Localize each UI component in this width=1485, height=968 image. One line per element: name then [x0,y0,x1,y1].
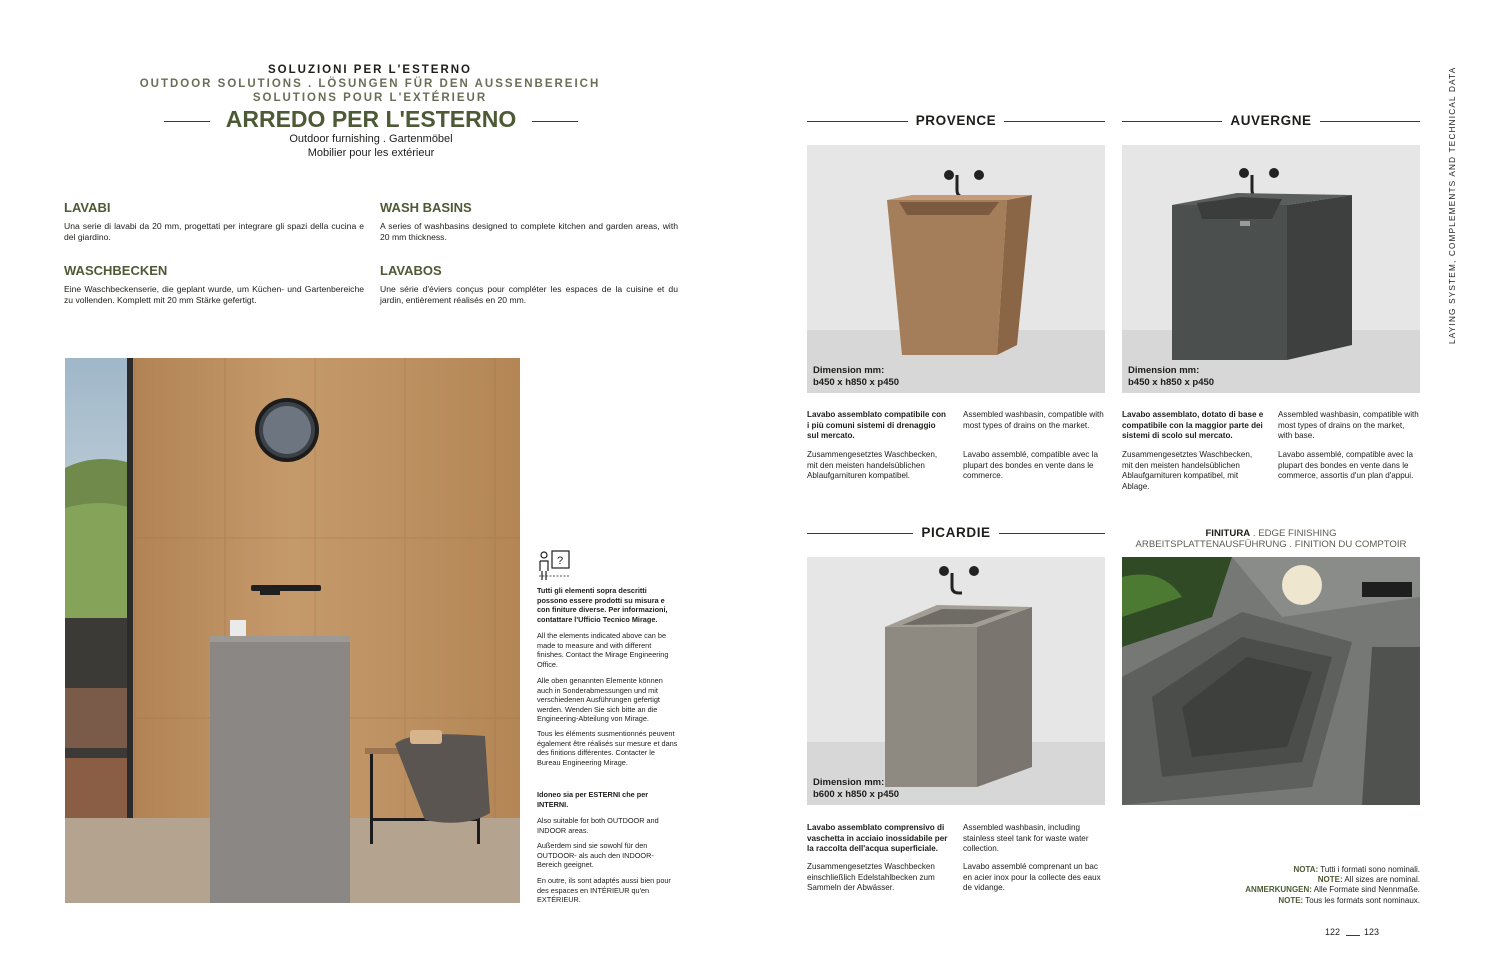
section-text-waschbecken: Eine Waschbeckenserie, die geplant wurde, um Küchen- und Gartenbereiche zu vollenden. Komplett mit 20 mm Stärke gefertigt. [64,284,364,305]
kicker-french: SOLUTIONS POUR L'EXTÉRIEUR [252,92,488,104]
note-french-label: NOTE: [1278,895,1304,905]
page-title: ARREDO PER L'ESTERNO [225,106,517,132]
kicker-italian: SOLUZIONI PER L'ESTERNO [268,64,472,76]
finishing-subtitle: ARBEITSPLATTENAUSFÜHRUNG . FINITION DU COMPTOIR [1135,539,1407,550]
note-italian-text: Tutti i formati sono nominali. [1318,865,1420,874]
provence-dimension-value: b450 x h850 x p450 [813,377,900,388]
note-english-text: All sizes are nominal. [1342,875,1420,885]
picardie-desc-italian: Lavabo assemblato comprensivo di vaschetta in acciaio inossidabile per la raccolta dell'acqua superficiale. [807,823,948,854]
note-italian-label: NOTA: [1293,865,1319,874]
provence-desc-french: Lavabo assemblé, compatible avec la plupart des bondes en vente dans le commerce. [963,450,1098,481]
kicker-english-german: OUTDOOR SOLUTIONS . LÖSUNGEN FÜR DEN AUSSENBEREICH [139,78,601,90]
auvergne-desc-english: Assembled washbasin, compatible with most types of drains on the market, with base. [1278,410,1419,441]
main-photo-washbasin-installation [65,358,520,903]
section-text-lavabos: Une série d'éviers conçus pour compléter les espaces de la cuisine et du jardin, entièrement réalisés en 20 mm. [380,284,678,305]
picardie-dimension-value: b600 x h850 x p450 [813,789,900,800]
suitability-text-german: Außerdem sind sie sowohl für den OUTDOOR- als auch den INDOOR-Bereich geeignet. [537,841,654,870]
note-english [1200,875,1420,885]
note-german-text: Alle Formate sind Nennmaße. [1311,885,1420,895]
picardie-desc-german: Zusammengesetztes Waschbecken einschließlich Edelstahlbecken zum Sammeln der Abwässer. [807,862,935,893]
main-photo-drawing [65,358,520,903]
side-section-label [1448,64,1460,344]
note-italian [1200,865,1420,875]
section-text-lavabi: Una serie di lavabi da 20 mm, progettati per integrare gli spazi della cucina e del giardino. [64,221,364,242]
auvergne-dimension-value: b450 x h850 x p450 [1128,377,1215,388]
page-number-left: 122 [1325,927,1341,937]
info-text-english: All the elements indicated above can be made to measure and with different finishes. Contact the Mirage Engineering Office. [537,631,669,669]
section-heading-lavabos: LAVABOS [380,263,442,278]
provence-photo [807,145,1105,393]
info-text-french: Tous les éléments susmentionnés peuvent également être réalisés sur mesure et dans des finitions différentes. Contacter le Bureau Engineering Mirage. [537,729,678,767]
picardie-desc-english: Assembled washbasin, including stainless steel tank for waste water collection. [963,823,1089,854]
suitability-text-french: En outre, ils sont adaptés aussi bien pour des espaces en INTÉRIEUR qu'en EXTÉRIEUR. [537,876,671,905]
auvergne-photo [1122,145,1420,393]
side-section-label-text: LAYING SYSTEM, COMPLEMENTS AND TECHNICAL DATA [1448,66,1457,344]
svg-text:?: ? [557,555,564,567]
provence-desc-german: Zusammengesetztes Waschbecken, mit den meisten handelsüblichen Ablaufgarnituren kompatibel. [807,450,938,481]
edge-finishing-photo [1122,557,1420,805]
suitability-text-english: Also suitable for both OUTDOOR and INDOOR areas. [537,816,659,835]
page-subtitle-2: Mobilier pour les extérieur [307,147,435,159]
picardie-heading: PICARDIE [913,525,998,540]
note-french-text: Tous les formats sont nominaux. [1303,895,1420,905]
title-rule-right [532,121,578,122]
provence-dimension-label: Dimension mm: [813,365,885,376]
finishing-title-rest: . EDGE FINISHING [1250,528,1337,539]
picardie-photo [807,557,1105,805]
note-german [1200,885,1420,895]
picardie-desc-french: Lavabo assemblé comprenant un bac en acier inox pour la collecte des eaux de vidange. [963,862,1101,893]
page-number-right: 123 [1364,927,1380,937]
finishing-title [1122,528,1420,539]
note-french [1200,896,1420,906]
picardie-heading-wrap [807,524,1105,542]
section-heading-wash-basins: WASH BASINS [380,200,472,215]
provence-heading-wrap [807,112,1105,130]
auvergne-desc-german: Zusammengesetztes Waschbecken, mit den meisten handelsüblichen Ablaufgarnituren kompatibel, mit Ablage. [1122,450,1253,491]
note-german-label: ANMERKUNGEN: [1245,885,1312,895]
picardie-dimension-label: Dimension mm: [813,777,885,788]
page-subtitle-1: Outdoor furnishing . Gartenmöbel [289,133,453,145]
auvergne-desc-french: Lavabo assemblé, compatible avec la plupart des bondes en vente dans le commerce, assortis d'un plan d'appui. [1278,450,1414,481]
suitability-text-italian: Idoneo sia per ESTERNI che per INTERNI. [537,790,649,809]
auvergne-heading-wrap [1122,112,1420,130]
auvergne-desc-italian: Lavabo assemblato, dotato di base e compatibile con la maggior parte dei sistemi di scolo sul mercato. [1122,410,1264,441]
section-heading-waschbecken: WASCHBECKEN [64,263,168,278]
section-heading-lavabi: LAVABI [64,200,111,215]
auvergne-heading: AUVERGNE [1222,113,1319,128]
measure-person-icon [537,549,571,581]
provence-desc-italian: Lavabo assemblato compatibile con i più comuni sistemi di drenaggio sul mercato. [807,410,946,441]
section-text-wash-basins: A series of washbasins designed to complete kitchen and garden areas, with 20 mm thickness. [380,221,678,242]
info-text-german: Alle oben genannten Elemente können auch in Sonderabmessungen und mit verschiedenen Ausführungen gefertigt werden. Wenden Sie sich bitte an die Engineering-Abteilung von Mirage. [537,676,663,724]
nominal-size-notes [1200,865,1420,906]
finishing-title-bold: FINITURA [1205,528,1251,539]
note-english-label: NOTE: [1317,875,1343,885]
auvergne-dimension-label: Dimension mm: [1128,365,1200,376]
provence-desc-english: Assembled washbasin, compatible with most types of drains on the market. [963,410,1104,430]
page-number-separator [1346,935,1360,936]
provence-heading: PROVENCE [908,113,1005,128]
info-text-italian: Tutti gli elementi sopra descritti possono essere prodotti su misura e con finiture diverse. Per informazioni, contattare l'Ufficio Tecnico Mirage. [537,586,668,624]
